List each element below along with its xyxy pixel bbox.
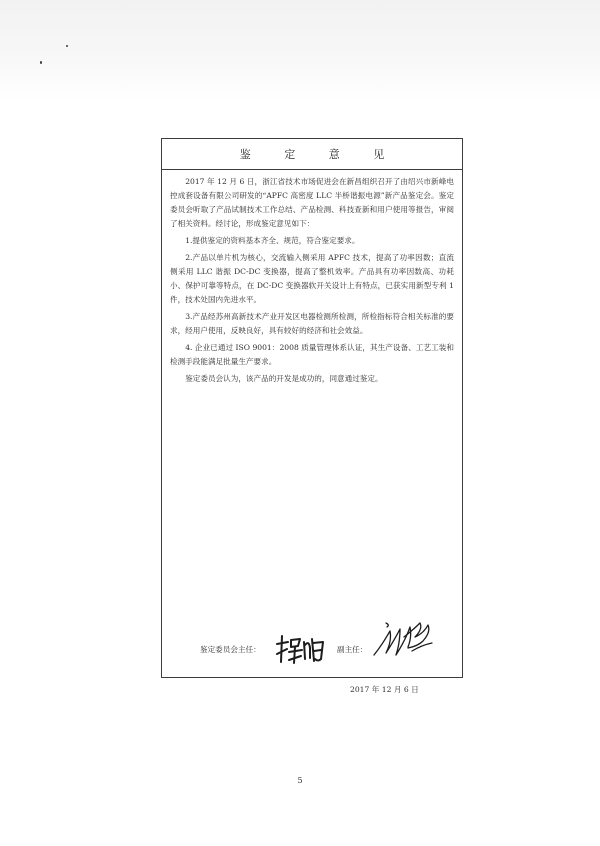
- conclusion-paragraph: 鉴定委员会认为，该产品的开发是成功的，同意通过鉴定。: [185, 374, 383, 383]
- intro-paragraph: 2017 年 12 月 6 日，浙江省技术市场促进会在新昌组织召开了由绍兴市新峰电控成套设备有限公司研发的“APFC 高密度 LLC 半桥谐振电源”新产品鉴定会。鉴定委员会听取了产品试制技术工作总结、产品检测、科技查新和用户使用等报告，审阅了相关资料。经讨论，形成鉴定意见如下：: [170, 177, 454, 228]
- appraisal-opinion-box: [161, 138, 463, 694]
- scan-speck: [66, 45, 68, 47]
- document-title: 鉴 定 意 见: [239, 148, 400, 161]
- appraisal-date: 2017 年 12 月 6 日: [350, 685, 419, 694]
- signature-row: [162, 631, 462, 671]
- opinion-item-1: 1.提供鉴定的资料基本齐全、规范，符合鉴定要求。: [185, 236, 360, 245]
- opinion-item-3: 3.产品经苏州高新技术产业开发区电器检测所检测，所检指标符合相关标准的要求，经用户使用，反映良好，具有较好的经济和社会效益。: [170, 312, 454, 335]
- scan-shadow: [0, 0, 600, 100]
- page-number: 5: [297, 776, 303, 785]
- opinion-content: [170, 175, 454, 389]
- title-row: [162, 139, 462, 170]
- opinion-item-4: 4. 企业已通过 ISO 9001：2008 质量管理体系认证，其生产设备、工艺工装和检测手段能满足批量生产要求。: [170, 343, 454, 366]
- vice-chair-signature: [368, 615, 438, 665]
- vice-chair-label: 副主任：: [337, 645, 368, 654]
- chair-label: 鉴定委员会主任：: [200, 645, 261, 654]
- scan-speck: [40, 61, 42, 64]
- chair-signature: [274, 632, 326, 666]
- opinion-item-2: 2.产品以单片机为核心，交流输入侧采用 APFC 技术，提高了功率因数；直流侧采用 LLC 谐振 DC-DC 变换器，提高了整机效率。产品具有功率因数高、功耗小、保护可靠等特点，在 DC-DC 变换器软开关设计上有特点，已获实用新型专利 1 件，技术处国内先进水平。: [170, 253, 454, 304]
